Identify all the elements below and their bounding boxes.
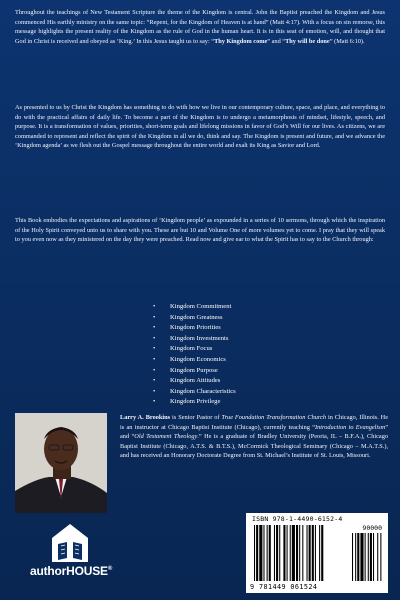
intro-text-1: Throughout the teachings of New Testament Scripture the theme of the Kingdom is central. John the Baptist preached the Kingdom and Jesus commenced His earthly ministry on the same topic: “Repent, for the Kingdom of Heaven is at hand” [15,9,385,26]
author-bio [120,413,388,461]
list-item: • Kingdom Priorities [150,323,236,334]
intro-text-4: ” (Matt 6:10). [329,37,365,45]
publisher-name: authorHOUSE [30,564,108,578]
price-code: 90000 [362,524,382,532]
bio-text-3: ” and “ [120,423,388,441]
publisher-logo [30,522,113,588]
intro-bold-thy-will: Thy will be done [285,37,330,45]
barcode-digits: 9 781449 061524 [250,583,318,591]
bio-text-4: .” He is a graduate of Bradley University (Peoria, IL – B.F.A.), Chicago Baptist Institute (Chicago, A.T.S. & B.T.S.), McCormick Theological Seminary (Chicago – M.A.T.S.), and has received an Honorary Doctorate Degree from St. Michael’s Institute of St. Louis, Missouri. [120,433,388,460]
author-name: Larry A. Brookins [120,414,171,421]
church-name: True Foundation Transformation Church [221,414,327,421]
bio-text-1: is Senior Pastor of [170,414,222,421]
intro-text-3: ” and “ [267,37,286,45]
intro-bold-thy-kingdom: Thy Kingdom come [214,37,268,45]
barcode-bars [246,513,388,593]
list-item: • Kingdom Purpose [150,366,236,377]
list-item: • Kingdom Greatness [150,313,236,324]
list-item: • Kingdom Focus [150,344,236,355]
topics-list [150,302,236,408]
list-item: • Kingdom Investments [150,334,236,345]
intro-text-2: (Matt 4:17). With a focus on sin remorse, this message highlights the present reality of the Kingdom as the rule of God in the human heart. It is in this seat of emotion, will, and thought that God in Christ is received and obeyed as ‘King.’ In this Jesus taught us to say: “ [15,18,385,45]
list-item: • Kingdom Commitment [150,302,236,313]
course-1: Introduction to Evangelism [315,423,386,431]
kingdom-paragraph: As presented to us by Christ the Kingdom has something to do with how we live in our contemporary culture, space, and place, and everything to do with the practical affairs of daily life. To become a part of the Kingdom is to undergo a metamorphosis of mindset, lifestyle, speech, and purpose. It is a transformation of values, priorities, short-term goals and lifelong missions in favor of God’s Will for our lives. As citizens, we are commanded to represent and reflect the spirit of the Kingdom in all we do, think and say. The Kingdom is present and future, and we advance the ‘Kingdom agenda’ as we flesh out the Gospel message throughout the entire world and exalt its King as Savior and Lord. [15,104,385,150]
course-2: Old Testament Theology [134,433,198,441]
registered-mark: ® [107,566,113,572]
list-item: • Kingdom Attitudes [150,376,236,387]
intro-paragraph [15,8,385,46]
book-paragraph: This Book embodies the expectations and aspirations of ‘Kingdom people’ as expounded in a series of 10 sermons, through which the inspiration of the Holy Spirit conveyed unto us to share with you. These are but 10 and Volume One of more volumes yet to come. I pray that they will speak to you even now as they ministered on the day they were preached. Read now and give ear to what the Spirit has to say to the Church through: [15,217,385,244]
isbn-number: ISBN 978-1-4490-6152-4 [252,515,343,523]
list-item: • Kingdom Privilege [150,397,236,408]
isbn-barcode [246,513,388,593]
bio-text-2: in Chicago, Illinois. He is an instructor at Chicago Baptist Institute (Chicago), currently teaching “ [120,414,388,431]
list-item: • Kingdom Characteristics [150,387,236,398]
book-house-icon [30,522,110,566]
author-photo [15,413,107,513]
list-item: • Kingdom Economics [150,355,236,366]
